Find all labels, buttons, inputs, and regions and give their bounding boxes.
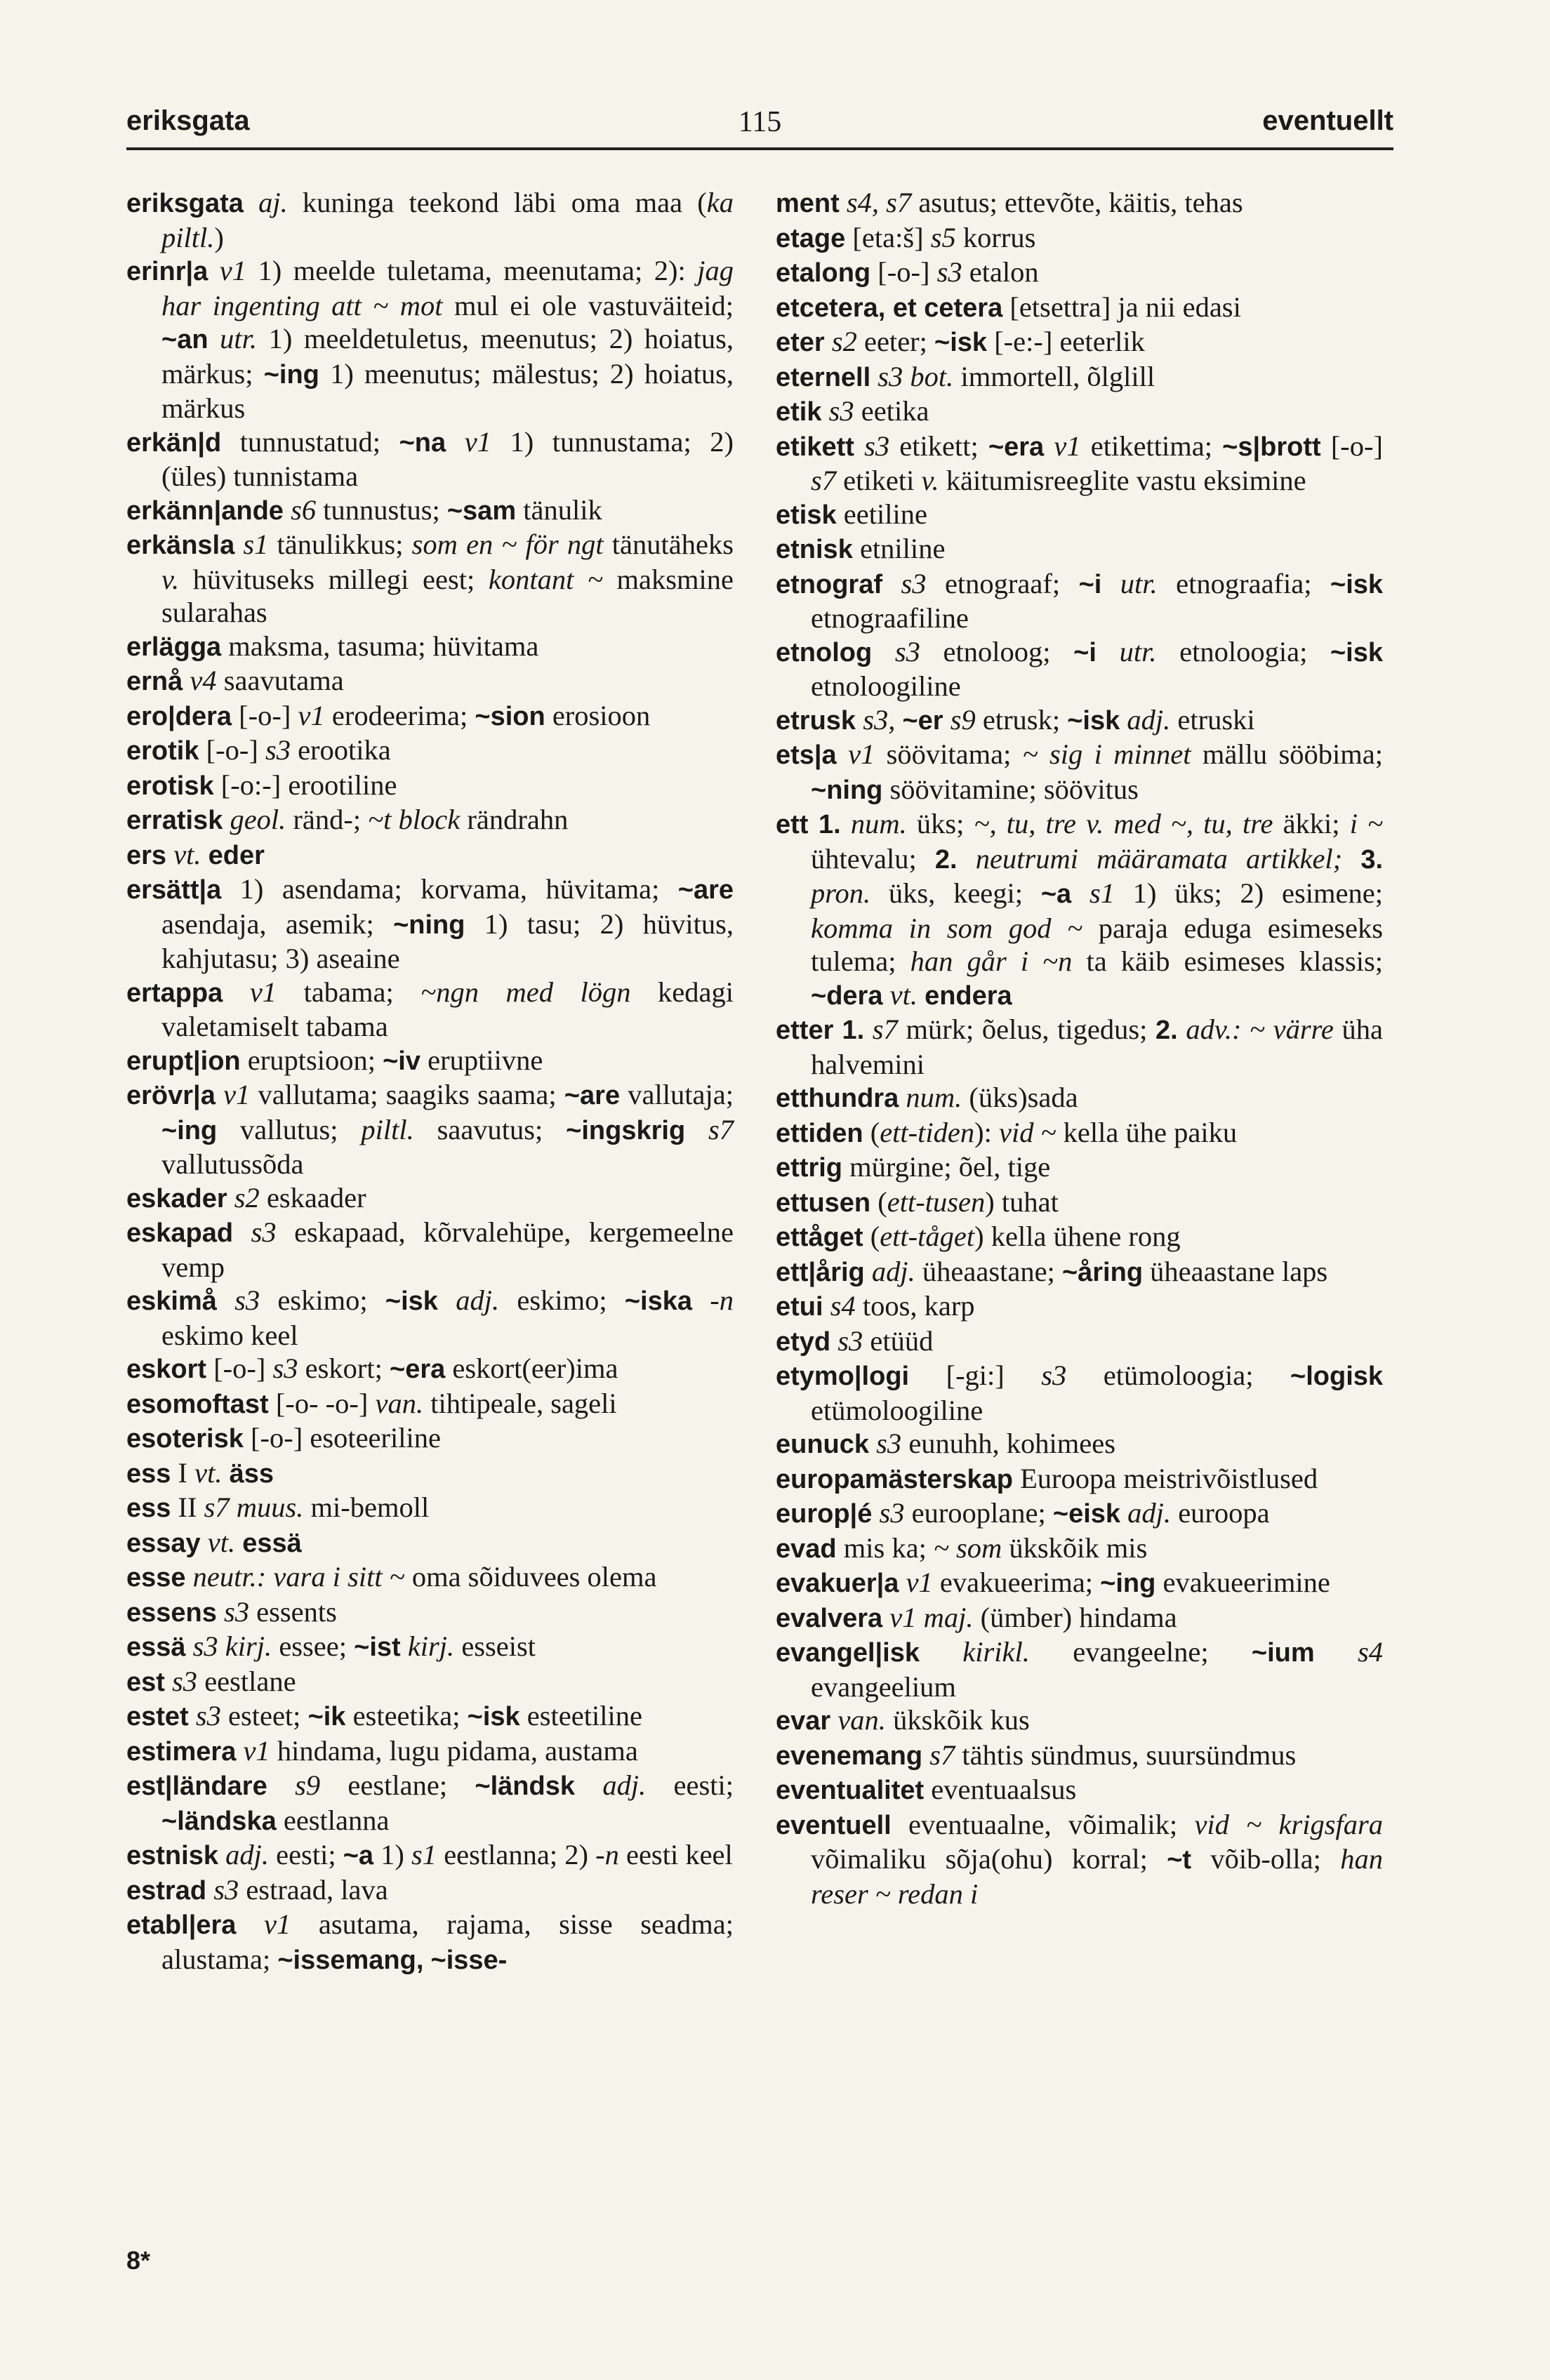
dictionary-entry: eskader s2 eskaader <box>126 1181 366 1214</box>
dictionary-entry: ess II s7 muus. mi-bemoll <box>126 1491 430 1523</box>
dictionary-entry: etnolog s3 etnoloog; ~i utr. etnoloogia; ~isk etnoloogiline <box>776 635 1384 702</box>
dictionary-entry: ernå v4 saavutama <box>126 665 344 696</box>
dictionary-entry: ess I vt. äss <box>126 1456 274 1489</box>
dictionary-entry: est s3 eestlane <box>126 1665 296 1697</box>
dictionary-entry: eskort [-o-] s3 eskort; ~era eskort(eer)ima <box>126 1352 618 1384</box>
dictionary-entry: etyd s3 etüüd <box>776 1324 934 1357</box>
dictionary-entry: etcetera, et cetera [etsettra] ja nii edasi <box>776 291 1241 323</box>
dictionary-entry: erinr|a v1 1) meelde tuletama, meenutama; 2): jag har ingenting att ~ mot mul ei ole vastuväiteid; ~an utr. 1) meeldetuletus, meenutus; 2) hoiatus, märkus; ~ing 1) meenutus; mälestus; 2) hoiatus, märkus <box>126 255 734 424</box>
dictionary-entry: ettiden (ett-tiden): vid ~ kella ühe paiku <box>776 1116 1238 1148</box>
dictionary-entry: evakuer|a v1 evakueerima; ~ing evakueerimine <box>776 1567 1330 1598</box>
dictionary-entry: etalong [-o-] s3 etalon <box>776 256 1039 288</box>
dictionary-entry: ett 1. num. üks; ~, tu, tre v. med ~, tu, tre äkki; i ~ ühtevalu; 2. neutrumi määramata artikkel; 3. pron. üks, keegi; ~a s1 1) üks; 2) esimene; komma in som god ~ paraja eduga esimeseks tulema; han går i ~n ta käib esimeses klassis; ~dera vt. endera <box>776 808 1384 1011</box>
dictionary-entry: eunuck s3 eunuhh, kohimees <box>776 1428 1116 1459</box>
dictionary-entry: eventualitet eventuaalsus <box>776 1774 1077 1805</box>
signature-mark: 8* <box>126 2246 151 2275</box>
dictionary-entry: evalvera v1 maj. (ümber) hindama <box>776 1601 1177 1633</box>
dictionary-entry: etymo|logi [-gi:] s3 etümoloogia; ~logisk etümoloogiline <box>776 1359 1384 1426</box>
dictionary-entry: evar van. ükskõik kus <box>776 1704 1030 1736</box>
dictionary-entry: estimera v1 hindama, lugu pidama, austama <box>126 1734 638 1767</box>
page-number: 115 <box>738 106 782 138</box>
dictionary-entry: eventuell eventuaalne, võimalik; vid ~ krigsfara võimaliku sõja(ohu) korral; ~t võib-olla; han reser ~ redan i <box>776 1808 1383 1910</box>
dictionary-entry: erotik [-o-] s3 erootika <box>126 734 391 766</box>
dictionary-entry: evad mis ka; ~ som ükskõik mis <box>776 1531 1148 1564</box>
header-right-guideword: eventuellt <box>1262 105 1393 136</box>
dictionary-entry: etnisk etniline <box>776 533 946 564</box>
dictionary-entry: etrusk s3, ~er s9 etrusk; ~isk adj. etruski <box>776 703 1255 736</box>
dictionary-entry: etisk eetiline <box>776 498 927 530</box>
dictionary-entry: ets|a v1 söövitama; ~ sig i minnet mällu sööbima; ~ning söövitamine; söövitus <box>776 738 1383 805</box>
dictionary-entry: erupt|ion eruptsioon; ~iv eruptiivne <box>126 1044 543 1076</box>
dictionary-entry: eter s2 eeter; ~isk [-e:-] eeterlik <box>776 326 1145 357</box>
dictionary-entry: etik s3 eetika <box>776 395 929 427</box>
dictionary-entry: erkän|d tunnustatud; ~na v1 1) tunnustama; 2) (üles) tunnistama <box>126 425 734 492</box>
dictionary-entry: erkänsla s1 tänulikkus; som en ~ för ngt tänutäheks v. hüvituseks millegi eest; kontant ~ maksmine sularahas <box>126 528 734 628</box>
dictionary-entry: erövr|a v1 vallutama; saagiks saama; ~are vallutaja; ~ing vallutus; piltl. saavutus; ~ingskrig s7 vallutussõda <box>126 1079 734 1180</box>
dictionary-entry: esomoftast [-o- -o-] van. tihtipeale, sageli <box>126 1387 617 1419</box>
dictionary-entry: etter 1. s7 mürk; õelus, tigedus; 2. adv.: ~ värre üha halvemini <box>776 1013 1383 1080</box>
dictionary-entry: evangel|isk kirikl. evangeelne; ~ium s4 evangeelium <box>776 1636 1383 1703</box>
dictionary-entry: etikett s3 etikett; ~era v1 etikettima; ~s|brott [-o-] s7 etiketi v. käitumisreeglite vastu eksimine <box>776 430 1384 496</box>
dictionary-entry: erkänn|ande s6 tunnustus; ~sam tänulik <box>126 493 602 526</box>
dictionary-entry: ett|årig adj. üheaastane; ~åring üheaastane laps <box>776 1255 1328 1287</box>
dictionary-entry: europ|é s3 eurooplane; ~eisk adj. euroopa <box>776 1497 1270 1529</box>
dictionary-entry: etui s4 toos, karp <box>776 1290 975 1322</box>
header-left-guideword: eriksgata <box>126 105 250 136</box>
dictionary-entry: evenemang s7 tähtis sündmus, suursündmus <box>776 1739 1297 1771</box>
dictionary-entry: essay vt. essä <box>126 1526 302 1558</box>
dictionary-entry: etnograf s3 etnograaf; ~i utr. etnograafia; ~isk etnograafiline <box>776 567 1384 634</box>
dictionary-entry: etage [eta:š] s5 korrus <box>776 221 1036 253</box>
dictionary-entry: estnisk adj. eesti; ~a 1) s1 eestlanna; 2) -n eesti keel <box>126 1839 733 1870</box>
dictionary-entry: eskimå s3 eskimo; ~isk adj. eskimo; ~iska -n eskimo keel <box>126 1284 734 1351</box>
dictionary-entry: erlägga maksma, tasuma; hüvitama <box>126 630 539 662</box>
dictionary-entry: esse neutr.: vara i sitt ~ oma sõiduvees olema <box>126 1561 657 1593</box>
dictionary-entry: ettusen (ett-tusen) tuhat <box>776 1185 1059 1218</box>
running-header <box>126 105 1393 150</box>
dictionary-entry: ero|dera [-o-] v1 erodeerima; ~sion erosioon <box>126 699 651 731</box>
dictionary-entry: essens s3 essents <box>126 1595 337 1628</box>
dictionary-entry: eternell s3 bot. immortell, õlglill <box>776 360 1155 392</box>
dictionary-entry: eriksgata aj. kuninga teekond läbi oma maa (ka piltl.) <box>126 187 734 253</box>
dictionary-entry: ment s4, s7 asutus; ettevõte, käitis, tehas <box>776 187 1243 218</box>
dictionary-entry: ettrig mürgine; õel, tige <box>776 1151 1051 1183</box>
dictionary-entry: eskapad s3 eskapaad, kõrvalehüpe, kergemeelne vemp <box>126 1216 734 1283</box>
header-rule <box>126 147 1393 150</box>
dictionary-entry: ettåget (ett-tåget) kella ühene rong <box>776 1221 1181 1252</box>
dictionary-entry: erratisk geol. ränd-; ~t block rändrahn <box>126 804 569 835</box>
dictionary-entry: essä s3 kirj. essee; ~ist kirj. esseist <box>126 1630 536 1662</box>
dictionary-entry: esoterisk [-o-] esoteeriline <box>126 1422 441 1454</box>
dictionary-entry: est|ländare s9 eestlane; ~ländsk adj. eesti; ~ländska eestlanna <box>126 1769 734 1836</box>
dictionary-entry: erotisk [-o:-] erootiline <box>126 769 397 801</box>
left-column <box>126 186 734 1977</box>
dictionary-entry: ersätt|a 1) asendama; korvama, hüvitama; ~are asendaja, asemik; ~ning 1) tasu; 2) hüvitus, kahjutasu; 3) aseaine <box>126 873 734 974</box>
right-column <box>776 186 1383 1910</box>
dictionary-entry: etthundra num. (üks)sada <box>776 1082 1078 1113</box>
dictionary-entry: europamästerskap Euroopa meistrivõistlused <box>776 1462 1318 1494</box>
dictionary-entry: estrad s3 estraad, lava <box>126 1873 388 1906</box>
dictionary-entry: estet s3 esteet; ~ik esteetika; ~isk esteetiline <box>126 1700 642 1731</box>
dictionary-entry: ers vt. eder <box>126 838 265 870</box>
dictionary-entry: etabl|era v1 asutama, rajama, sisse seadma; alustama; ~issemang, ~isse- <box>126 1908 734 1975</box>
dictionary-entry: ertappa v1 tabama; ~ngn med lögn kedagi valetamiselt tabama <box>126 976 734 1042</box>
